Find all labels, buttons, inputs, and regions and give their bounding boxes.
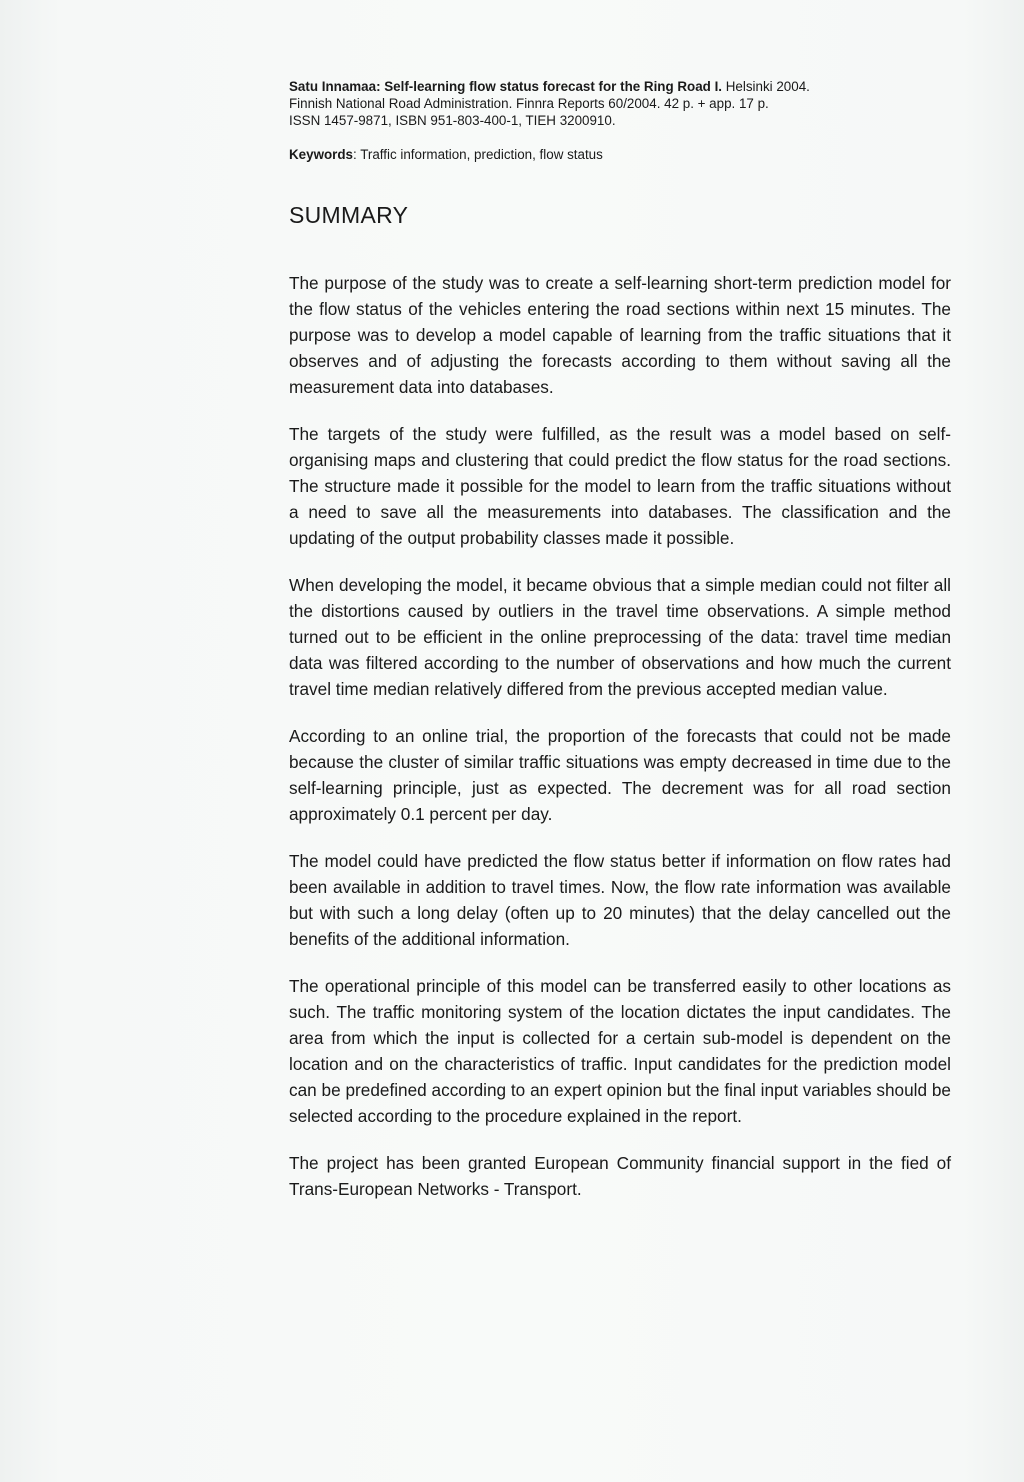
keywords-value: : Traffic information, prediction, flow status xyxy=(353,147,603,162)
summary-paragraph: According to an online trial, the proportion of the forecasts that could not be made because the cluster of similar traffic situations was empty decreased in time due to the self-learning principle, just as expected. The decrement was for all road section approximately 0.1 percent per day. xyxy=(289,726,951,824)
summary-body xyxy=(289,270,951,1202)
summary-paragraph: When developing the model, it became obvious that a simple median could not filter all the distortions caused by outliers in the travel time observations. A simple method turned out to be efficient in the online preprocessing of the data: travel time median data was filtered according to the number of observations and how much the current travel time median relatively differed from the previous accepted median value. xyxy=(289,575,951,699)
citation-title-line xyxy=(289,78,951,95)
document-content xyxy=(289,78,951,1223)
citation-issn-line: ISSN 1457-9871, ISBN 951-803-400-1, TIEH 3200910. xyxy=(289,113,616,128)
citation-place-year: Helsinki 2004. xyxy=(722,79,810,94)
summary-paragraph: The purpose of the study was to create a self-learning short-term prediction model for the flow status of the vehicles entering the road sections within next 15 minutes. The purpose was to develop a model capable of learning from the traffic situations that it observes and of adjusting the forecasts according to them without saving all the measurement data into databases. xyxy=(289,273,951,397)
keywords-line xyxy=(289,146,951,163)
summary-paragraph: The model could have predicted the flow status better if information on flow rates had been available in addition to travel times. Now, the flow rate information was available but with such a long delay (often up to 20 minutes) that the delay cancelled out the benefits of the additional information. xyxy=(289,851,951,949)
citation-author-title: Satu Innamaa: Self-learning flow status forecast for the Ring Road I. xyxy=(289,79,723,94)
citation-publisher-line: Finnish National Road Administration. Finnra Reports 60/2004. 42 p. + app. 17 p. xyxy=(289,96,769,111)
citation-block xyxy=(289,78,951,129)
summary-heading: SUMMARY xyxy=(289,202,409,228)
keywords-label: Keywords xyxy=(289,147,353,162)
summary-paragraph: The operational principle of this model can be transferred easily to other locations as such. The traffic monitoring system of the location dictates the input candidates. The area from which the input is collected for a certain sub-model is dependent on the location and on the characteristics of traffic. Input candidates for the prediction model can be predefined according to an expert opinion but the final input variables should be selected according to the procedure explained in the report. xyxy=(289,976,951,1126)
summary-paragraph: The targets of the study were fulfilled, as the result was a model based on self-organising maps and clustering that could predict the flow status for the road sections. The structure made it possible for the model to learn from the traffic situations without a need to save all the measurements into databases. The classification and the updating of the output probability classes made it possible. xyxy=(289,424,951,548)
summary-paragraph: The project has been granted European Community financial support in the fied of Trans-European Networks - Transport. xyxy=(289,1153,951,1199)
